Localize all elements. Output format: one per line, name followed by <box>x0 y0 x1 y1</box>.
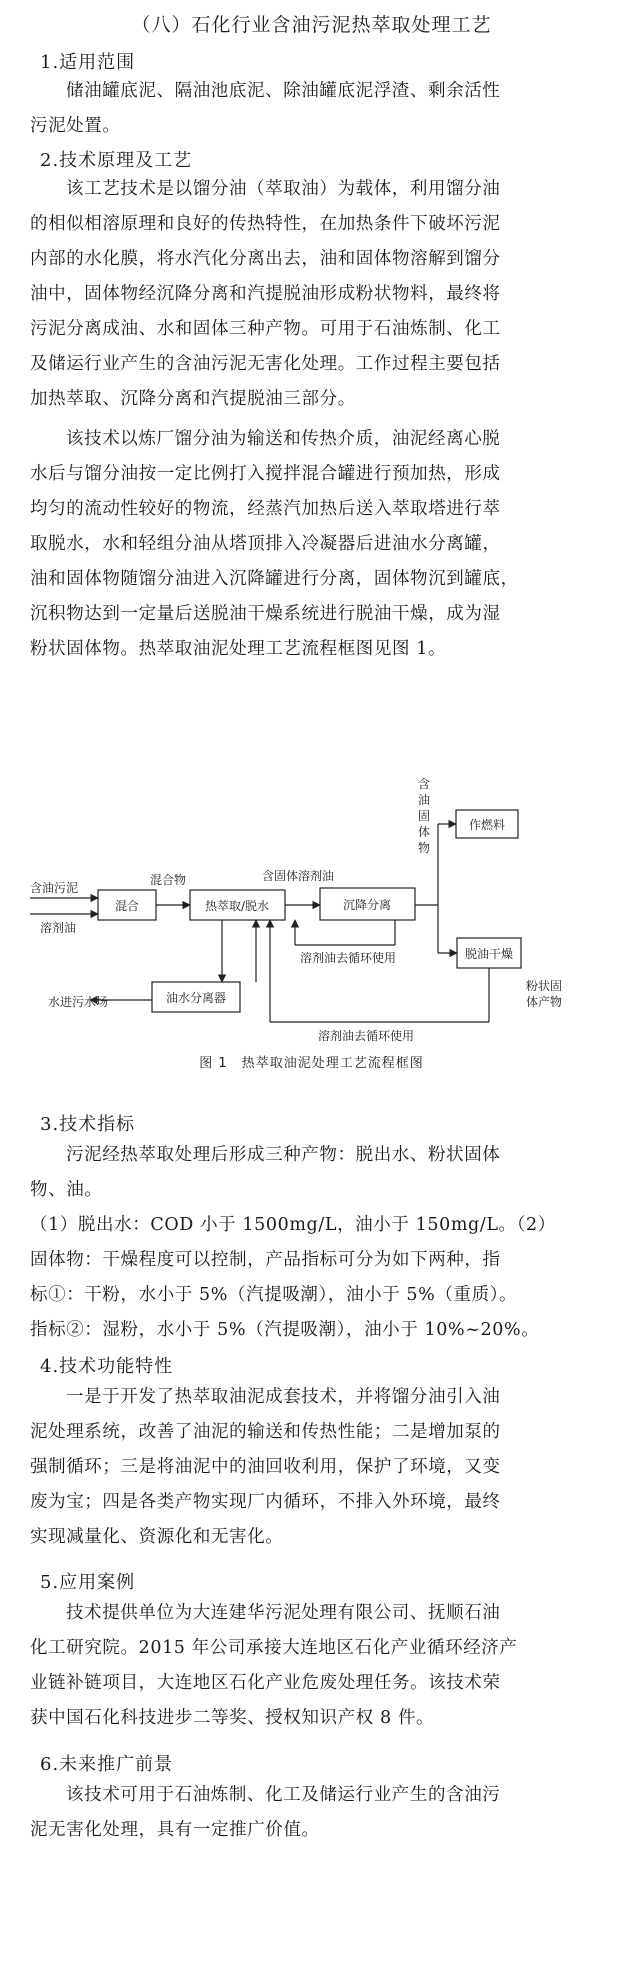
section-heading-3: 3.技术指标 <box>40 1114 136 1135</box>
node-dry: 脱油干燥 <box>464 947 514 961</box>
paragraph-3-2 <box>30 1208 600 1348</box>
text-line: 泥无害化处理，具有一定推广价值。 <box>30 1820 320 1840</box>
paragraph-3-1 <box>30 1138 600 1208</box>
section-heading-1: 1.适用范围 <box>40 52 136 73</box>
label-powder-solid-1: 体产物 <box>526 995 563 1009</box>
label-oil-solid-3: 体 <box>418 825 431 839</box>
text-line: 废为宝；四是各类产物实现厂内循环，不排入外环境，最终 <box>30 1492 501 1512</box>
text-line: 一是于开发了热萃取油泥成套技术，并将馏分油引入油 <box>66 1387 501 1407</box>
text-line: 获中国石化科技进步二等奖、授权知识产权 8 件。 <box>30 1708 435 1728</box>
paragraph-2-1 <box>30 172 600 417</box>
text-line: 沉积物达到一定量后送脱油干燥系统进行脱油干燥，成为湿 <box>30 604 501 624</box>
label-water-out: 水进污水场 <box>48 995 109 1009</box>
section-heading-4: 4.技术功能特性 <box>40 1356 174 1377</box>
node-extract: 热萃取/脱水 <box>204 899 270 913</box>
text-line: 物、油。 <box>30 1180 103 1200</box>
label-solvent-recycle-2: 溶剂油去循环使用 <box>318 1029 415 1043</box>
label-oil-solid-4: 物 <box>418 841 431 855</box>
figure-caption: 图 1 热萃取油泥处理工艺流程框图 <box>199 1056 424 1071</box>
label-solids-solvent: 含固体溶剂油 <box>262 869 335 883</box>
text-line: 指标②：湿粉，水小于 5%（汽提吸潮），油小于 10%~20%。 <box>30 1320 540 1340</box>
text-line: 该技术以炼厂馏分油为输送和传热介质，油泥经离心脱 <box>66 429 501 449</box>
text-line: 油中，固体物经沉降分离和汽提脱油形成粉状物料，最终将 <box>30 284 501 304</box>
label-oil-solid-1: 油 <box>418 793 431 807</box>
text-line: 固体物：干燥程度可以控制，产品指标可分为如下两种，指 <box>30 1250 501 1270</box>
text-line: 储油罐底泥、隔油池底泥、除油罐底泥浮渣、剩余活性 <box>66 81 501 101</box>
label-oily-sludge: 含油污泥 <box>30 881 79 895</box>
label-solvent-recycle-1: 溶剂油去循环使用 <box>300 951 397 965</box>
text-line: 强制循环；三是将油泥中的油回收利用，保护了环境，又变 <box>30 1457 501 1477</box>
page-title: （八）石化行业含油污泥热萃取处理工艺 <box>131 14 492 36</box>
text-line: 内部的水化膜，将水汽化分离出去，油和固体物溶解到馏分 <box>30 249 501 269</box>
text-line: （1）脱出水：COD 小于 1500mg/L，油小于 150mg/L。（2） <box>30 1215 556 1235</box>
paragraph-2-2 <box>30 422 600 667</box>
flow-diagram-svg <box>0 770 623 1090</box>
process-flow-diagram <box>0 770 623 1090</box>
label-solvent: 溶剂油 <box>40 921 77 935</box>
text-line: 油和固体物随馏分油进入沉降罐进行分离，固体物沉到罐底， <box>30 569 519 589</box>
node-fuel: 作燃料 <box>468 818 506 832</box>
section-heading-5: 5.应用案例 <box>40 1572 136 1593</box>
text-line: 化工研究院。2015 年公司承接大连地区石化产业循环经济产 <box>30 1638 518 1658</box>
text-line: 水后与馏分油按一定比例打入搅拌混合罐进行预加热，形成 <box>30 464 501 484</box>
label-mixture: 混合物 <box>150 873 187 887</box>
text-line: 粉状固体物。热萃取油泥处理工艺流程框图见图 1。 <box>30 639 447 659</box>
text-line: 及储运行业产生的含油污泥无害化处理。工作过程主要包括 <box>30 354 501 374</box>
text-line: 加热萃取、沉降分离和汽提脱油三部分。 <box>30 389 356 409</box>
text-line: 均匀的流动性较好的物流，经蒸汽加热后送入萃取塔进行萃 <box>30 499 501 519</box>
text-line: 该工艺技术是以馏分油（萃取油）为载体，利用馏分油 <box>66 179 501 199</box>
label-oil-solid-0: 含 <box>418 777 431 791</box>
label-oil-solid-2: 固 <box>418 809 431 823</box>
node-mix: 混合 <box>114 899 140 913</box>
text-line: 泥处理系统，改善了油泥的输送和传热性能；二是增加泵的 <box>30 1422 501 1442</box>
section-heading-2: 2.技术原理及工艺 <box>40 150 193 171</box>
paragraph-1-1 <box>30 74 600 144</box>
text-line: 标①：干粉，水小于 5%（汽提吸潮），油小于 5%（重质）。 <box>30 1285 518 1305</box>
section-heading-6: 6.未来推广前景 <box>40 1754 174 1775</box>
node-separator: 油水分离器 <box>165 991 227 1005</box>
paragraph-6-1 <box>30 1778 600 1848</box>
text-line: 该技术可用于石油炼制、化工及储运行业产生的含油污 <box>66 1785 501 1805</box>
label-powder-solid-0: 粉状固 <box>526 979 563 993</box>
text-line: 污泥处置。 <box>30 116 121 136</box>
paragraph-5-1 <box>30 1596 600 1736</box>
text-line: 的相似相溶原理和良好的传热特性，在加热条件下破坏污泥 <box>30 214 501 234</box>
text-line: 污泥分离成油、水和固体三种产物。可用于石油炼制、化工 <box>30 319 501 339</box>
node-settle: 沉降分离 <box>342 898 392 912</box>
text-line: 污泥经热萃取处理后形成三种产物：脱出水、粉状固体 <box>66 1145 501 1165</box>
text-line: 技术提供单位为大连建华污泥处理有限公司、抚顺石油 <box>66 1603 501 1623</box>
text-line: 业链补链项目，大连地区石化产业危废处理任务。该技术荣 <box>30 1673 501 1693</box>
paragraph-4-1 <box>30 1380 600 1555</box>
text-line: 取脱水，水和轻组分油从塔顶排入冷凝器后进油水分离罐， <box>30 534 501 554</box>
text-line: 实现减量化、资源化和无害化。 <box>30 1527 284 1547</box>
